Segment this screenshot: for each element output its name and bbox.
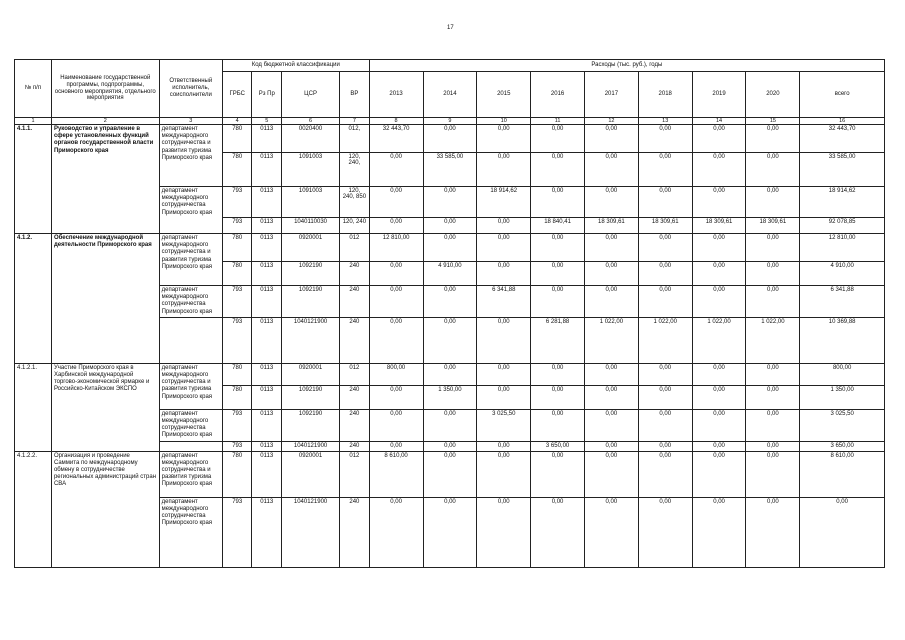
year-value: 0,00 bbox=[477, 451, 531, 497]
vr-code: 012 bbox=[340, 451, 370, 497]
year-value: 0,00 bbox=[584, 187, 638, 218]
year-value: 0,00 bbox=[692, 363, 746, 385]
item-name: Руководство и управление в сфере установленных функций органов государственной власти Приморского края bbox=[51, 125, 159, 234]
year-value: 0,00 bbox=[423, 497, 477, 567]
year-value: 0,00 bbox=[423, 125, 477, 153]
header-num: № п/п bbox=[15, 60, 52, 118]
total-value: 3 650,00 bbox=[800, 441, 885, 451]
year-value: 0,00 bbox=[746, 125, 800, 153]
year-value: 18 914,62 bbox=[477, 187, 531, 218]
rzpr-code: 0113 bbox=[252, 286, 282, 318]
year-value: 0,00 bbox=[477, 234, 531, 262]
year-value: 0,00 bbox=[584, 153, 638, 187]
year-value: 0,00 bbox=[531, 451, 585, 497]
year-value: 12 810,00 bbox=[369, 234, 423, 262]
table-row bbox=[15, 451, 885, 497]
year-value: 0,00 bbox=[531, 153, 585, 187]
year-value: 0,00 bbox=[531, 385, 585, 409]
year-value: 18 309,61 bbox=[584, 218, 638, 234]
column-index: 6 bbox=[282, 118, 340, 125]
grbs-code: 793 bbox=[222, 441, 252, 451]
vr-code: 240 bbox=[340, 441, 370, 451]
header-year: 2013 bbox=[369, 72, 423, 118]
year-value: 0,00 bbox=[584, 363, 638, 385]
page-number: 17 bbox=[447, 25, 454, 31]
rzpr-code: 0113 bbox=[252, 451, 282, 497]
csr-code: 0920001 bbox=[282, 363, 340, 385]
column-index-row bbox=[15, 118, 885, 125]
year-value: 0,00 bbox=[477, 363, 531, 385]
item-number: 4.1.1. bbox=[15, 125, 52, 234]
grbs-code: 780 bbox=[222, 363, 252, 385]
year-value: 0,00 bbox=[369, 497, 423, 567]
csr-code: 1092190 bbox=[282, 385, 340, 409]
csr-code: 0920001 bbox=[282, 234, 340, 262]
column-index: 15 bbox=[746, 118, 800, 125]
year-value: 0,00 bbox=[584, 286, 638, 318]
header-year: 2017 bbox=[584, 72, 638, 118]
column-index: 5 bbox=[252, 118, 282, 125]
csr-code: 1040110030 bbox=[282, 218, 340, 234]
year-value: 0,00 bbox=[369, 218, 423, 234]
year-value: 0,00 bbox=[692, 409, 746, 441]
header-year: 2015 bbox=[477, 72, 531, 118]
year-value: 0,00 bbox=[692, 451, 746, 497]
header-vr: ВР bbox=[340, 72, 370, 118]
year-value: 0,00 bbox=[638, 187, 692, 218]
vr-code: 012 bbox=[340, 234, 370, 262]
rzpr-code: 0113 bbox=[252, 363, 282, 385]
year-value: 1 022,00 bbox=[692, 317, 746, 363]
vr-code: 120, 240 bbox=[340, 218, 370, 234]
year-value: 0,00 bbox=[531, 125, 585, 153]
csr-code: 1091003 bbox=[282, 153, 340, 187]
year-value: 33 585,00 bbox=[423, 153, 477, 187]
header-responsible: Ответственный исполнитель, соисполнители bbox=[159, 60, 222, 118]
responsible-executor: департамент международного сотрудничества и развития туризма Приморского края bbox=[159, 451, 222, 497]
year-value: 0,00 bbox=[423, 286, 477, 318]
header-year: 2019 bbox=[692, 72, 746, 118]
column-index: 10 bbox=[477, 118, 531, 125]
year-value: 0,00 bbox=[692, 187, 746, 218]
year-value: 0,00 bbox=[638, 451, 692, 497]
year-value: 0,00 bbox=[692, 234, 746, 262]
year-value: 0,00 bbox=[746, 497, 800, 567]
csr-code: 1040121900 bbox=[282, 317, 340, 363]
budget-table bbox=[14, 59, 885, 568]
year-value: 0,00 bbox=[692, 125, 746, 153]
year-value: 0,00 bbox=[692, 441, 746, 451]
year-value: 0,00 bbox=[746, 187, 800, 218]
year-value: 0,00 bbox=[369, 153, 423, 187]
year-value: 0,00 bbox=[746, 385, 800, 409]
year-value: 0,00 bbox=[692, 286, 746, 318]
year-value: 0,00 bbox=[638, 385, 692, 409]
grbs-code: 793 bbox=[222, 286, 252, 318]
year-value: 0,00 bbox=[531, 187, 585, 218]
rzpr-code: 0113 bbox=[252, 497, 282, 567]
table-row bbox=[15, 363, 885, 385]
responsible-executor: департамент международного сотрудничества и развития туризма Приморского края bbox=[159, 363, 222, 409]
total-value: 8 610,00 bbox=[800, 451, 885, 497]
column-index: 16 bbox=[800, 118, 885, 125]
item-name: Участие Приморского края в Харбинской международной торгово-экономической ярмарке и Российско-Китайском ЭКСПО bbox=[51, 363, 159, 451]
rzpr-code: 0113 bbox=[252, 125, 282, 153]
total-value: 10 369,88 bbox=[800, 317, 885, 363]
rzpr-code: 0113 bbox=[252, 218, 282, 234]
rzpr-code: 0113 bbox=[252, 234, 282, 262]
year-value: 8 610,00 bbox=[369, 451, 423, 497]
header-year: 2020 bbox=[746, 72, 800, 118]
year-value: 1 022,00 bbox=[584, 317, 638, 363]
responsible-executor bbox=[159, 441, 222, 451]
header-budget-code: Код бюджетной классификации bbox=[222, 60, 369, 72]
year-value: 0,00 bbox=[423, 187, 477, 218]
year-value: 0,00 bbox=[746, 153, 800, 187]
column-index: 9 bbox=[423, 118, 477, 125]
year-value: 0,00 bbox=[692, 497, 746, 567]
column-index: 13 bbox=[638, 118, 692, 125]
year-value: 0,00 bbox=[531, 497, 585, 567]
item-name: Обеспечение международной деятельности Приморского края bbox=[51, 234, 159, 364]
year-value: 0,00 bbox=[477, 262, 531, 286]
vr-code: 240 bbox=[340, 317, 370, 363]
year-value: 18 309,61 bbox=[746, 218, 800, 234]
year-value: 0,00 bbox=[477, 497, 531, 567]
rzpr-code: 0113 bbox=[252, 317, 282, 363]
year-value: 0,00 bbox=[638, 363, 692, 385]
column-index: 2 bbox=[51, 118, 159, 125]
year-value: 0,00 bbox=[369, 262, 423, 286]
year-value: 0,00 bbox=[369, 286, 423, 318]
responsible-executor: департамент международного сотрудничества Приморского края bbox=[159, 187, 222, 234]
year-value: 0,00 bbox=[584, 262, 638, 286]
year-value: 0,00 bbox=[584, 451, 638, 497]
vr-code: 012 bbox=[340, 363, 370, 385]
rzpr-code: 0113 bbox=[252, 441, 282, 451]
vr-code: 240 bbox=[340, 262, 370, 286]
csr-code: 1091003 bbox=[282, 187, 340, 218]
item-number: 4.1.2. bbox=[15, 234, 52, 364]
year-value: 0,00 bbox=[638, 262, 692, 286]
responsible-executor bbox=[159, 317, 222, 363]
header-grbs: ГРБС bbox=[222, 72, 252, 118]
year-value: 6 341,88 bbox=[477, 286, 531, 318]
csr-code: 1092190 bbox=[282, 409, 340, 441]
vr-code: 240 bbox=[340, 385, 370, 409]
total-value: 3 025,50 bbox=[800, 409, 885, 441]
year-value: 0,00 bbox=[423, 234, 477, 262]
column-index: 14 bbox=[692, 118, 746, 125]
year-value: 0,00 bbox=[477, 441, 531, 451]
header-name: Наименование государственной программы, подпрограммы, основного мероприятия, отдельного мероприятия bbox=[51, 60, 159, 118]
vr-code: 120, 240, bbox=[340, 153, 370, 187]
column-index: 4 bbox=[222, 118, 252, 125]
year-value: 0,00 bbox=[531, 262, 585, 286]
year-value: 18 309,61 bbox=[692, 218, 746, 234]
csr-code: 0020400 bbox=[282, 125, 340, 153]
csr-code: 1092190 bbox=[282, 262, 340, 286]
year-value: 0,00 bbox=[423, 218, 477, 234]
year-value: 0,00 bbox=[638, 125, 692, 153]
column-index: 1 bbox=[15, 118, 52, 125]
year-value: 0,00 bbox=[477, 385, 531, 409]
year-value: 0,00 bbox=[423, 363, 477, 385]
year-value: 0,00 bbox=[584, 409, 638, 441]
year-value: 0,00 bbox=[638, 409, 692, 441]
year-value: 18 309,61 bbox=[638, 218, 692, 234]
responsible-executor: департамент международного сотрудничества и развития туризма Приморского края bbox=[159, 234, 222, 286]
total-value: 6 341,88 bbox=[800, 286, 885, 318]
year-value: 0,00 bbox=[423, 409, 477, 441]
year-value: 0,00 bbox=[477, 153, 531, 187]
grbs-code: 780 bbox=[222, 153, 252, 187]
vr-code: 240 bbox=[340, 286, 370, 318]
rzpr-code: 0113 bbox=[252, 187, 282, 218]
header-year: 2014 bbox=[423, 72, 477, 118]
year-value: 18 840,41 bbox=[531, 218, 585, 234]
year-value: 1 350,00 bbox=[423, 385, 477, 409]
year-value: 0,00 bbox=[692, 385, 746, 409]
year-value: 0,00 bbox=[584, 497, 638, 567]
rzpr-code: 0113 bbox=[252, 385, 282, 409]
year-value: 0,00 bbox=[692, 262, 746, 286]
year-value: 0,00 bbox=[746, 286, 800, 318]
grbs-code: 780 bbox=[222, 451, 252, 497]
vr-code: 240 bbox=[340, 497, 370, 567]
total-value: 4 910,00 bbox=[800, 262, 885, 286]
year-value: 6 281,88 bbox=[531, 317, 585, 363]
year-value: 0,00 bbox=[531, 286, 585, 318]
total-value: 1 350,00 bbox=[800, 385, 885, 409]
total-value: 12 810,00 bbox=[800, 234, 885, 262]
year-value: 0,00 bbox=[531, 409, 585, 441]
rzpr-code: 0113 bbox=[252, 262, 282, 286]
year-value: 0,00 bbox=[692, 153, 746, 187]
column-index: 7 bbox=[340, 118, 370, 125]
year-value: 0,00 bbox=[746, 234, 800, 262]
grbs-code: 780 bbox=[222, 234, 252, 262]
total-value: 800,00 bbox=[800, 363, 885, 385]
grbs-code: 793 bbox=[222, 317, 252, 363]
year-value: 0,00 bbox=[638, 234, 692, 262]
csr-code: 1092190 bbox=[282, 286, 340, 318]
table-row bbox=[15, 125, 885, 153]
year-value: 0,00 bbox=[584, 385, 638, 409]
total-value: 32 443,70 bbox=[800, 125, 885, 153]
responsible-executor: департамент международного сотрудничества Приморского края bbox=[159, 286, 222, 318]
year-value: 0,00 bbox=[477, 218, 531, 234]
total-value: 33 585,00 bbox=[800, 153, 885, 187]
year-value: 0,00 bbox=[638, 497, 692, 567]
year-value: 1 022,00 bbox=[638, 317, 692, 363]
vr-code: 120, 240, 850 bbox=[340, 187, 370, 218]
year-value: 32 443,70 bbox=[369, 125, 423, 153]
year-value: 0,00 bbox=[746, 363, 800, 385]
item-name: Организация и проведение Саммита по международному обмену в сотрудничестве региональных администраций стран СВА bbox=[51, 451, 159, 567]
year-value: 0,00 bbox=[746, 441, 800, 451]
year-value: 800,00 bbox=[369, 363, 423, 385]
item-number: 4.1.2.2. bbox=[15, 451, 52, 567]
header-csr: ЦСР bbox=[282, 72, 340, 118]
item-number: 4.1.2.1. bbox=[15, 363, 52, 451]
header-year: 2018 bbox=[638, 72, 692, 118]
total-value: 0,00 bbox=[800, 497, 885, 567]
csr-code: 1040121900 bbox=[282, 497, 340, 567]
header-expenses: Расходы (тыс. руб.), годы bbox=[369, 60, 884, 72]
column-index: 12 bbox=[584, 118, 638, 125]
grbs-code: 780 bbox=[222, 262, 252, 286]
grbs-code: 793 bbox=[222, 187, 252, 218]
year-value: 0,00 bbox=[369, 187, 423, 218]
year-value: 0,00 bbox=[423, 451, 477, 497]
rzpr-code: 0113 bbox=[252, 409, 282, 441]
grbs-code: 780 bbox=[222, 385, 252, 409]
year-value: 0,00 bbox=[531, 363, 585, 385]
year-value: 0,00 bbox=[584, 441, 638, 451]
grbs-code: 780 bbox=[222, 125, 252, 153]
year-value: 0,00 bbox=[584, 125, 638, 153]
year-value: 0,00 bbox=[638, 441, 692, 451]
vr-code: 240 bbox=[340, 409, 370, 441]
table-row bbox=[15, 234, 885, 262]
vr-code: 012, bbox=[340, 125, 370, 153]
year-value: 0,00 bbox=[369, 441, 423, 451]
year-value: 0,00 bbox=[746, 262, 800, 286]
total-value: 18 914,62 bbox=[800, 187, 885, 218]
responsible-executor: департамент международного сотрудничества Приморского края bbox=[159, 409, 222, 441]
header-rzpr: Рз Пр bbox=[252, 72, 282, 118]
rzpr-code: 0113 bbox=[252, 153, 282, 187]
year-value: 0,00 bbox=[369, 385, 423, 409]
year-value: 3 025,50 bbox=[477, 409, 531, 441]
year-value: 1 022,00 bbox=[746, 317, 800, 363]
year-value: 0,00 bbox=[369, 317, 423, 363]
csr-code: 0920001 bbox=[282, 451, 340, 497]
header-total: всего bbox=[800, 72, 885, 118]
responsible-executor: департамент международного сотрудничества Приморского края bbox=[159, 497, 222, 567]
year-value: 0,00 bbox=[477, 125, 531, 153]
year-value: 0,00 bbox=[531, 234, 585, 262]
column-index: 8 bbox=[369, 118, 423, 125]
year-value: 0,00 bbox=[746, 409, 800, 441]
total-value: 92 078,85 bbox=[800, 218, 885, 234]
year-value: 0,00 bbox=[477, 317, 531, 363]
year-value: 0,00 bbox=[423, 317, 477, 363]
csr-code: 1040121900 bbox=[282, 441, 340, 451]
grbs-code: 793 bbox=[222, 497, 252, 567]
year-value: 0,00 bbox=[369, 409, 423, 441]
year-value: 0,00 bbox=[423, 441, 477, 451]
grbs-code: 793 bbox=[222, 409, 252, 441]
year-value: 4 910,00 bbox=[423, 262, 477, 286]
column-index: 3 bbox=[159, 118, 222, 125]
year-value: 3 650,00 bbox=[531, 441, 585, 451]
grbs-code: 793 bbox=[222, 218, 252, 234]
header-year: 2016 bbox=[531, 72, 585, 118]
column-index: 11 bbox=[531, 118, 585, 125]
year-value: 0,00 bbox=[584, 234, 638, 262]
year-value: 0,00 bbox=[638, 153, 692, 187]
year-value: 0,00 bbox=[746, 451, 800, 497]
responsible-executor: департамент международного сотрудничества и развития туризма Приморского края bbox=[159, 125, 222, 187]
year-value: 0,00 bbox=[638, 286, 692, 318]
